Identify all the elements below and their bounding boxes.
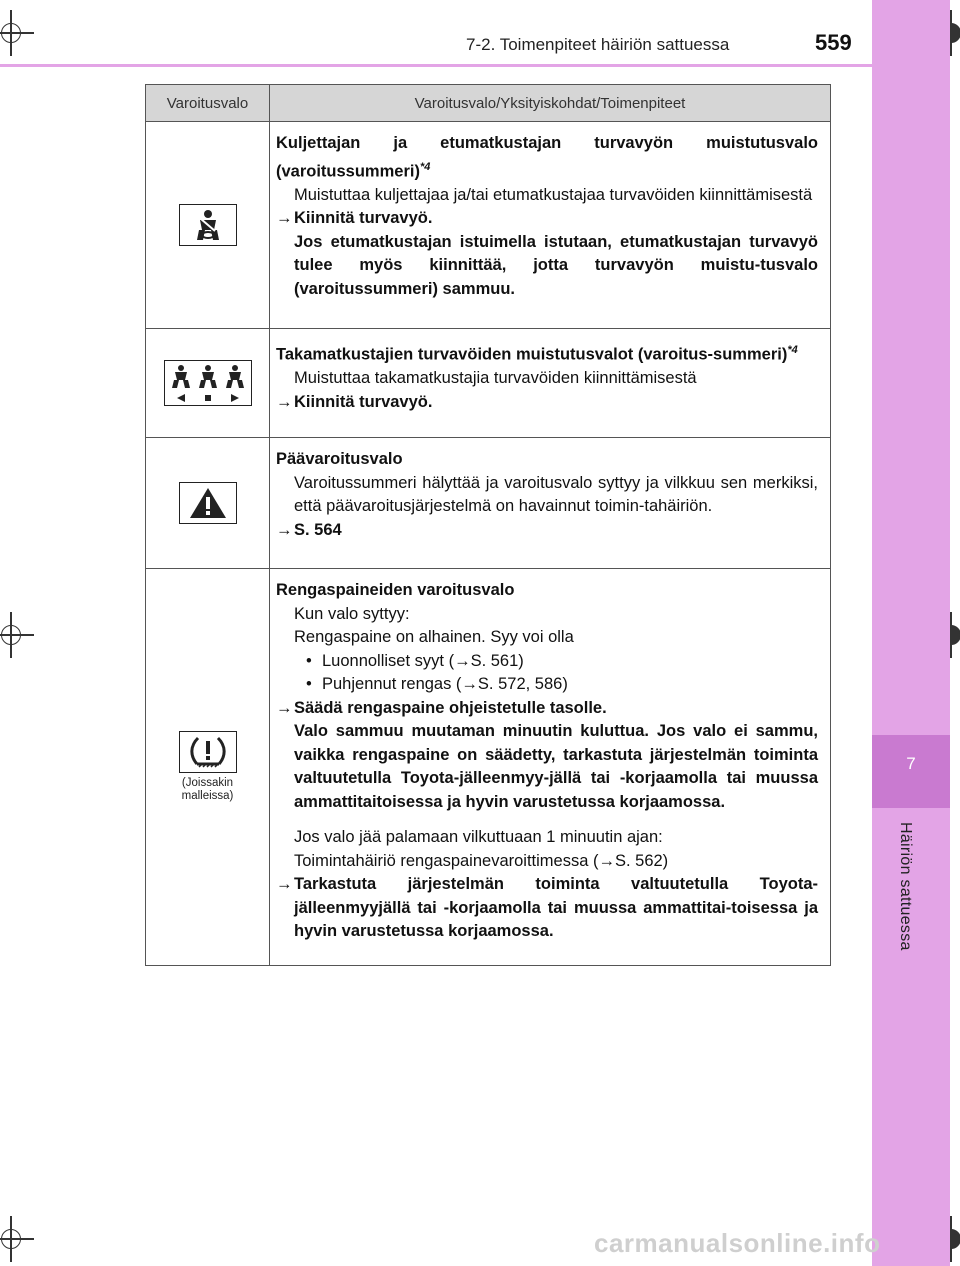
arrow-right-icon: → <box>276 875 293 893</box>
seatbelt-reminder-icon <box>179 204 237 246</box>
action-line: → Säädä rengaspaine ohjeistetulle tasolle. <box>276 697 818 721</box>
chapter-number: 7 <box>906 754 916 773</box>
malfunction-text: Toimintahäiriö rengaspainevaroittimessa (→S. 562) <box>294 851 669 870</box>
condition-text: Kun valo syttyy: <box>294 604 410 623</box>
chapter-side-tab <box>872 0 950 1266</box>
column-header-warning-light: Varoitusvalo <box>146 85 270 121</box>
list-item: • Luonnolliset syyt (→S. 561) <box>306 651 524 670</box>
rear-seatbelt-reminder-icon <box>164 360 252 406</box>
table-row <box>146 438 830 569</box>
registration-mark-top-left <box>0 20 24 46</box>
action-detail: Jos etumatkustajan istuimella istutaan, etumatkustajan turvavyö tulee myös kiinnittää, jotta turvavyön muistu-tusvalo (varoitussummeri) sammuu. <box>294 232 818 298</box>
section-title: 7-2. Toimenpiteet häiriön sattuessa <box>466 35 730 54</box>
warning-description: Muistuttaa takamatkustajia turvavöiden kiinnittämisestä <box>294 369 697 387</box>
warning-description: Varoitussummeri hälyttää ja varoitusvalo syttyy ja vilkkuu sen merkiksi, että päävaroitusjärjestelmä on havainnut toimin-tahäiriön. <box>294 473 818 515</box>
arrow-right-icon: → <box>276 520 293 539</box>
warning-title: Kuljettajan ja etumatkustajan turvavyön muistutusvalo (varoitussummeri)$^{*4}$ <box>276 134 818 180</box>
icon-note: (Joissakin malleissa) <box>181 777 234 802</box>
details-cell <box>270 122 830 328</box>
action-line: → Tarkastuta järjestelmän toiminta valtuutetulla Toyota-jälleenmyyjällä tai -korjaamolla tai muussa ammattitai-toisessa ja hyvin varustetussa korjaamossa. <box>276 873 818 944</box>
action-line: → Kiinnitä turvavyö. <box>276 207 818 231</box>
table-row <box>146 122 830 329</box>
registration-mark-bottom-left <box>0 1226 24 1252</box>
action-line <box>276 519 818 543</box>
icon-cell <box>146 438 270 568</box>
action-line: → Kiinnitä turvavyö. <box>276 391 818 415</box>
warning-title: Päävaroitusvalo <box>276 450 403 468</box>
icon-cell <box>146 122 270 328</box>
list-item: • Puhjennut rengas (→S. 572, 586) <box>306 675 568 693</box>
arrow-right-icon: → <box>276 392 293 411</box>
table-row <box>146 329 830 438</box>
warning-lights-table <box>145 84 831 966</box>
header-divider <box>0 64 950 67</box>
warning-title: Takamatkustajien turvavöiden muistutusvalot (varoitus-summeri)$^{*4}$ <box>276 344 798 364</box>
details-cell <box>270 569 830 965</box>
icon-cell <box>146 569 270 965</box>
cause-text: Rengaspaine on alhainen. Syy voi olla <box>294 628 574 646</box>
page-reference-link[interactable]: S. 564 <box>294 520 342 539</box>
action-detail: Valo sammuu muutaman minuutin kuluttua. Jos valo ei sammu, vaikka rengaspaine on säädetty, tarkastuta järjestelmän toiminta valtuutetulla Toyota-jälleenmyy-jällä tai -korjaamolla tai muussa ammattitaitoisessa ja hyvin varustetussa korjaamossa. <box>294 722 818 811</box>
icon-cell <box>146 329 270 437</box>
master-warning-icon <box>179 482 237 524</box>
tire-pressure-warning-icon <box>179 731 237 773</box>
column-header-details: Varoitusvalo/Yksityiskohdat/Toimenpiteet <box>414 94 686 112</box>
chapter-title: Häiriön sattuessa <box>897 822 914 951</box>
arrow-right-icon: → <box>276 209 293 227</box>
warning-title: Rengaspaineiden varoitusvalo <box>276 581 515 599</box>
details-cell <box>270 438 830 568</box>
details-cell <box>270 329 830 437</box>
page-number: 559 <box>815 30 852 55</box>
watermark: carmanualsonline.info <box>594 1228 881 1258</box>
warning-description: Muistuttaa kuljettajaa ja/tai etumatkustajaa turvavöiden kiinnittämisestä <box>294 185 813 204</box>
condition-text: Jos valo jää palamaan vilkuttuaan 1 minuutin ajan: <box>294 828 663 846</box>
table-row <box>146 569 830 965</box>
table-header <box>146 85 830 122</box>
arrow-right-icon: → <box>276 698 293 717</box>
registration-mark-mid-left <box>0 622 24 648</box>
